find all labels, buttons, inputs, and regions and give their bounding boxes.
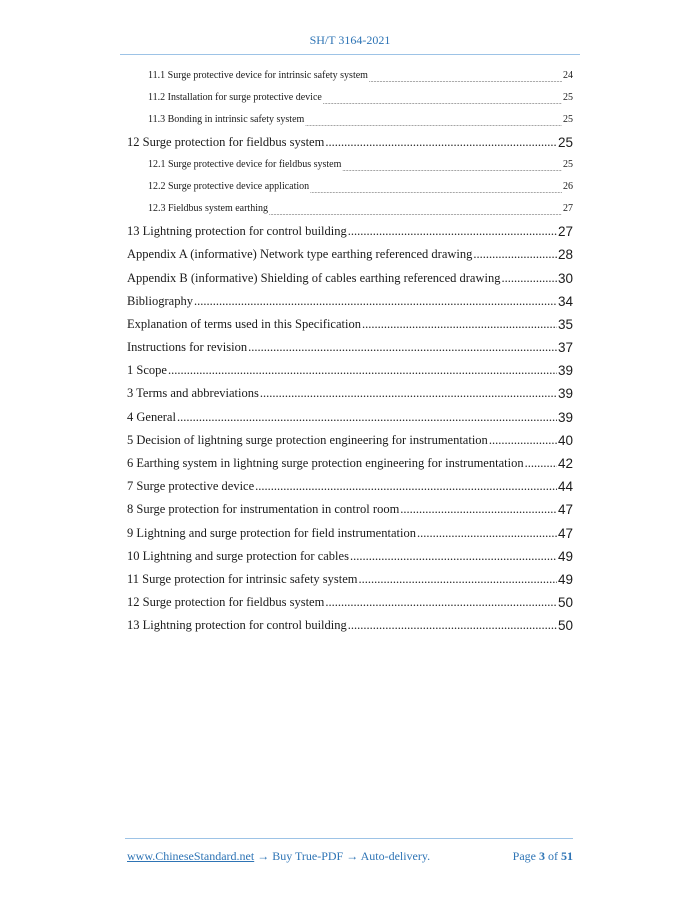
toc-entry[interactable] [127,336,573,359]
toc-entry-page: 49 [557,571,573,587]
toc-entry[interactable] [127,154,573,176]
toc-entry-page: 44 [557,479,573,495]
toc-entry-title: Appendix A (informative) Network type earthing referenced drawing [127,247,473,262]
page-total: 51 [561,849,573,863]
toc-leader-dots [362,313,557,336]
toc-entry[interactable] [127,176,573,198]
toc-leader-dots [325,131,557,154]
toc-entry-page: 39 [557,363,573,379]
toc-entry-title: 11.2 Installation for surge protective device [148,92,322,103]
toc-leader-dots [168,359,557,382]
toc-entry-title: 11 Surge protection for intrinsic safety system [127,571,358,586]
header-divider [120,54,580,55]
toc-entry[interactable] [127,475,573,498]
document-footer [127,849,573,864]
toc-leader-dots [369,75,562,87]
toc-entry-title: 7 Surge protective device [127,479,255,494]
toc-entry[interactable] [127,313,573,336]
toc-entry-title: 11.3 Bonding in intrinsic safety system [148,114,305,125]
toc-entry[interactable] [127,359,573,382]
toc-leader-dots [501,267,556,290]
toc-entry-title: 12.1 Surge protective device for fieldbus system [148,159,342,171]
toc-entry-title: 12.3 Fieldbus system earthing [148,203,268,215]
toc-entry-page: 42 [557,456,573,472]
toc-entry-title: 10 Lightning and surge protection for cables [127,548,349,563]
table-of-contents [127,65,573,638]
toc-entry-title: 4 General [127,409,176,424]
toc-leader-dots [359,568,557,591]
toc-entry[interactable] [127,243,573,266]
toc-entry[interactable] [127,429,573,452]
toc-entry-page: 28 [557,247,573,263]
toc-leader-dots [489,429,557,452]
toc-entry-page: 47 [557,525,573,541]
toc-leader-dots [350,545,557,568]
document-header [0,33,700,48]
toc-leader-dots [348,614,557,637]
toc-entry-title: 12.2 Surge protective device application [148,181,310,193]
toc-entry-page: 34 [557,293,573,309]
toc-entry[interactable] [127,568,573,591]
toc-entry-page: 30 [557,270,573,286]
toc-entry-title: 3 Terms and abbreviations [127,386,259,401]
document-id: SH/T 3164-2021 [309,33,391,47]
toc-entry[interactable] [127,267,573,290]
toc-entry-title: Instructions for revision [127,340,248,355]
toc-entry[interactable] [127,65,573,87]
toc-entry[interactable] [127,545,573,568]
toc-entry-page: 24 [563,70,573,81]
toc-entry[interactable] [127,452,573,475]
toc-leader-dots [348,220,557,243]
toc-entry-title: 8 Surge protection for instrumentation in control room [127,502,400,517]
toc-leader-dots [342,164,562,176]
toc-leader-dots [305,119,562,131]
toc-leader-dots [260,382,557,405]
toc-entry-title: 9 Lightning and surge protection for field instrumentation [127,525,416,540]
toc-leader-dots [323,97,562,109]
toc-leader-dots [400,498,557,521]
toc-entry[interactable] [127,522,573,545]
toc-entry-page: 47 [557,502,573,518]
toc-entry-page: 25 [563,159,573,171]
page-of: of [548,849,558,863]
toc-entry[interactable] [127,591,573,614]
toc-leader-dots [177,406,557,429]
toc-leader-dots [255,475,557,498]
toc-entry-page: 50 [557,595,573,611]
toc-entry-page: 27 [557,224,573,240]
toc-entry-title: Bibliography [127,293,193,308]
toc-entry[interactable] [127,109,573,131]
toc-entry-page: 40 [557,432,573,448]
footer-tagline: → Buy True-PDF → Auto-delivery. [257,849,431,863]
toc-entry-page: 39 [557,386,573,402]
toc-entry[interactable] [127,198,573,220]
toc-entry-page: 25 [563,92,573,103]
toc-leader-dots [473,243,557,266]
toc-entry-title: 5 Decision of lightning surge protection engineering for instrumentation [127,432,488,447]
toc-entry[interactable] [127,220,573,243]
toc-entry-title: 12 Surge protection for fieldbus system [127,595,325,610]
toc-entry-title: 13 Lightning protection for control building [127,224,347,239]
toc-entry-title: 13 Lightning protection for control building [127,618,347,633]
toc-leader-dots [310,186,562,198]
toc-entry-page: 49 [557,548,573,564]
toc-leader-dots [417,522,557,545]
toc-entry-title: Explanation of terms used in this Specification [127,316,361,331]
toc-entry-page: 25 [557,134,573,150]
toc-entry-title: 1 Scope [127,363,167,378]
toc-entry[interactable] [127,131,573,154]
toc-entry-title: 6 Earthing system in lightning surge protection engineering for instrumentation [127,456,524,471]
toc-entry[interactable] [127,498,573,521]
toc-entry-page: 26 [563,181,573,193]
toc-entry-page: 39 [557,409,573,425]
toc-leader-dots [194,290,557,313]
toc-entry[interactable] [127,614,573,637]
page-indicator [513,849,573,864]
toc-entry[interactable] [127,406,573,429]
website-link[interactable]: www.ChineseStandard.net [127,849,255,863]
toc-entry-page: 27 [563,203,573,215]
toc-entry-page: 50 [557,618,573,634]
page-label: Page [512,849,536,863]
toc-entry-title: Appendix B (informative) Shielding of cables earthing referenced drawing [127,270,501,285]
toc-entry[interactable] [127,290,573,313]
toc-leader-dots [248,336,557,359]
toc-leader-dots [325,591,557,614]
toc-entry-page: 37 [557,340,573,356]
page-current: 3 [539,849,545,863]
toc-entry[interactable] [127,87,573,109]
toc-entry[interactable] [127,383,573,406]
toc-entry-page: 25 [563,114,573,125]
footer-divider [125,838,573,839]
toc-entry-title: 11.1 Surge protective device for intrinsic safety system [148,70,368,81]
toc-leader-dots [525,452,557,475]
toc-entry-title: 12 Surge protection for fieldbus system [127,134,325,149]
footer-left [127,849,430,864]
toc-leader-dots [269,208,562,220]
toc-entry-page: 35 [557,316,573,332]
